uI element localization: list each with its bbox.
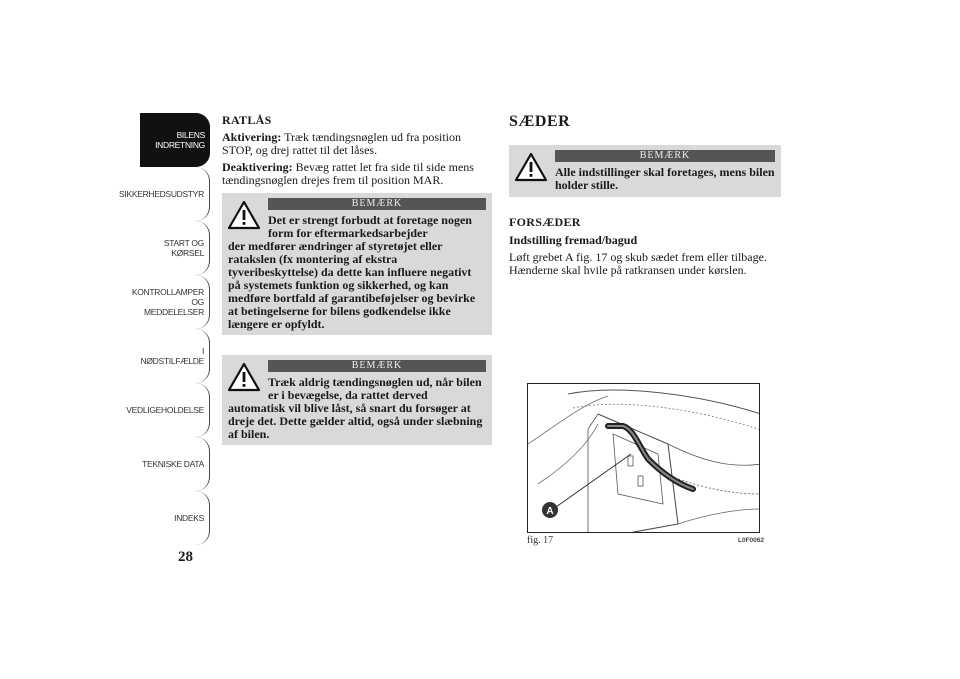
seat-adjustment-figure xyxy=(527,383,760,533)
figure-caption: fig. 17 xyxy=(527,535,554,546)
subheading-indstilling: Indstilling fremad/bagud xyxy=(509,233,638,247)
subheading-forsaeder: FORSÆDER xyxy=(509,215,581,229)
warning-note-2 xyxy=(222,355,492,445)
deactivation-text: Bevæg rattet let fra side til side mens tændingsnøglen drejes frem til position MAR. xyxy=(222,160,474,187)
left-column xyxy=(222,113,492,445)
tab-start-og-korsel[interactable] xyxy=(140,221,210,275)
tab-kontrollamper[interactable] xyxy=(131,275,210,329)
seat-lever-illustration xyxy=(528,384,760,533)
activation-paragraph xyxy=(222,131,492,157)
section-heading-ratlas: RATLÅS xyxy=(222,113,272,127)
activation-text: Træk tændingsnøglen ud fra position STOP, og drej rattet til det låses. xyxy=(222,130,462,157)
tab-sikkerhedsudstyr[interactable] xyxy=(119,167,210,221)
tab-i-nodstilfaelde[interactable] xyxy=(140,329,210,383)
figure-code: L0F0062 xyxy=(738,537,765,544)
section-heading-saeder: SÆDER xyxy=(509,113,571,130)
tab-label: VEDLIGEHOLDELSE xyxy=(126,405,204,415)
tab-label: KONTROLLAMPER xyxy=(131,287,204,297)
tab-vedligeholdelse[interactable] xyxy=(126,383,210,437)
note-text-indented: Træk aldrig tændingsnøglen ud, når bilen er i bevægelse, da rattet derved xyxy=(268,375,482,402)
tab-label: INDRETNING xyxy=(155,140,205,150)
note-text xyxy=(228,214,486,331)
note-text-rest: automatisk vil blive låst, så snart du forsøger at dreje det. Dette gælder altid, også under slæbning af bilen. xyxy=(228,401,483,441)
deactivation-paragraph xyxy=(222,161,492,187)
note-title: BEMÆRK xyxy=(268,360,486,372)
tab-label: INDEKS xyxy=(174,513,204,523)
note-text xyxy=(228,376,486,441)
tab-indeks[interactable] xyxy=(140,491,210,545)
warning-note-1 xyxy=(222,193,492,335)
tab-bilens-indretning[interactable] xyxy=(140,113,210,167)
right-column xyxy=(509,113,781,281)
body-paragraph: Løft grebet A fig. 17 og skub sædet frem eller tilbage. Hænderne skal hvile på ratkransen under kørslen. xyxy=(509,250,767,277)
tab-label: SIKKERHEDSUDSTYR xyxy=(119,189,204,199)
tab-label: BILENS xyxy=(176,130,205,140)
callout-a-label: A xyxy=(546,506,554,517)
note-text: Alle indstillinger skal foretages, mens bilen holder stille. xyxy=(555,165,775,192)
page-number: 28 xyxy=(178,549,193,565)
warning-note-3 xyxy=(509,145,781,197)
note-text-indented: Det er strengt forbudt at foretage nogen form for eftermarkedsarbejder xyxy=(268,213,472,240)
tab-label: OG MEDDELELSER xyxy=(144,297,204,317)
warning-triangle-icon xyxy=(227,200,261,230)
activation-label: Aktivering: xyxy=(222,130,282,144)
chapter-tabs xyxy=(119,113,210,545)
note-title: BEMÆRK xyxy=(555,150,775,162)
warning-triangle-icon xyxy=(227,362,261,392)
tab-tekniske-data[interactable] xyxy=(140,437,210,491)
tab-label: TEKNISKE DATA xyxy=(142,459,204,469)
tab-label: START OG KØRSEL xyxy=(163,238,204,258)
deactivation-label: Deaktivering: xyxy=(222,160,293,174)
note-title: BEMÆRK xyxy=(268,198,486,210)
note-text-rest: der medfører ændringer af styretøjet eller ratakslen (fx montering af ekstra tyveribeskyttelse) da dette kan influere negativt på systemets funktion og sikkerhed, og kan medføre bortfald af garantibeføjelser og bevirke at betingelserne for bilens godkendelse ikke længere er opfyldt. xyxy=(228,239,476,331)
warning-triangle-icon xyxy=(514,152,548,182)
tab-label: I NØDSTILFÆLDE xyxy=(140,346,204,366)
